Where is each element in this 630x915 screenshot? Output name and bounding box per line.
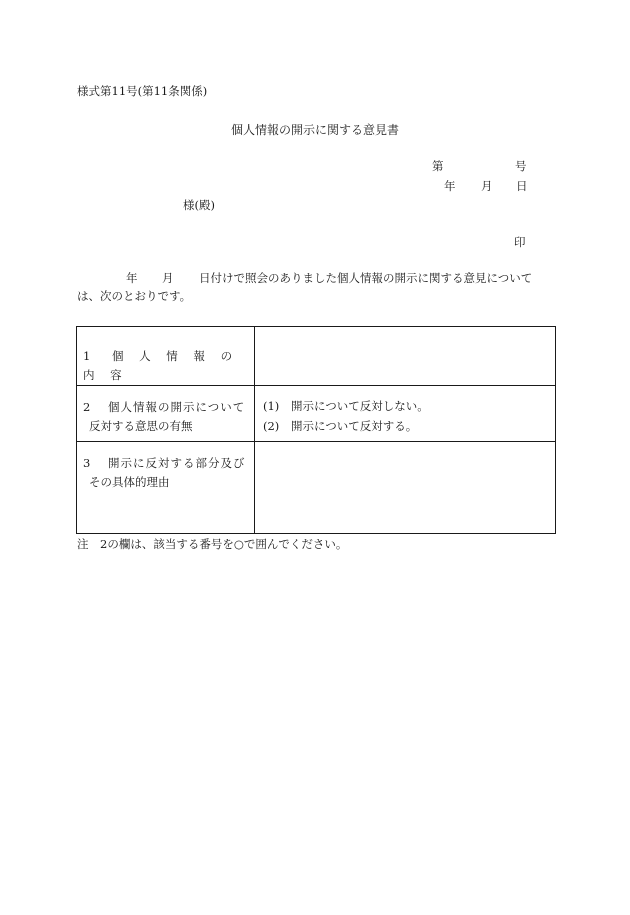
- form-number-label: 様式第11号(第11条関係): [77, 84, 208, 98]
- date-month-label: 月: [481, 179, 493, 193]
- date-day-label: 日: [516, 179, 528, 193]
- row-number: 1: [83, 349, 97, 363]
- table-row: [77, 385, 556, 441]
- row-label-text-line-2: 反対する意思の有無: [89, 418, 193, 433]
- body-text-rest: 日付けで照会のありました個人情報の開示に関する意見について: [199, 271, 533, 285]
- table-row: [77, 327, 556, 386]
- option-item[interactable]: [263, 416, 555, 436]
- seal-mark: 印: [514, 235, 526, 249]
- footnote: 注 2の欄は、該当する番号を○で囲んでください。: [77, 537, 348, 551]
- option-text: 開示について反対しない。: [291, 398, 429, 413]
- opinion-table: [76, 326, 556, 534]
- row-entry-cell[interactable]: [255, 441, 556, 533]
- option-text: 開示について反対する。: [291, 418, 418, 433]
- row-options-cell: [255, 385, 556, 441]
- body-year-label: 年: [126, 271, 138, 285]
- row-label-cell: [77, 327, 255, 386]
- row-number: 3: [83, 455, 91, 470]
- page-title: 個人情報の開示に関する意見書: [230, 123, 399, 137]
- date-year-label: 年: [444, 179, 456, 193]
- document-number-prefix: 第: [432, 159, 444, 173]
- body-month-label: 月: [162, 271, 174, 285]
- option-item[interactable]: [263, 396, 555, 416]
- row-label-text-line-1: 個人情報の開示について: [107, 399, 246, 414]
- option-number: (2): [263, 418, 280, 433]
- row-label-text-line-2: その具体的理由: [89, 474, 170, 489]
- body-text-line-1: [77, 272, 557, 288]
- document-number-suffix: 号: [515, 159, 527, 173]
- row-label-text-line-1: 開示に反対する部分及び: [107, 455, 246, 470]
- option-number: (1): [263, 398, 280, 413]
- row-number: 2: [83, 399, 91, 414]
- row-label-cell: [77, 385, 255, 441]
- row-label-text: 個 人 情 報 の 内 容: [83, 349, 239, 382]
- row-entry-cell[interactable]: [255, 327, 556, 386]
- addressee-label: 様(殿): [183, 198, 215, 212]
- body-text-line-2: は、次のとおりです。: [77, 289, 192, 303]
- row-label-cell: [77, 441, 255, 533]
- table-row: [77, 441, 556, 533]
